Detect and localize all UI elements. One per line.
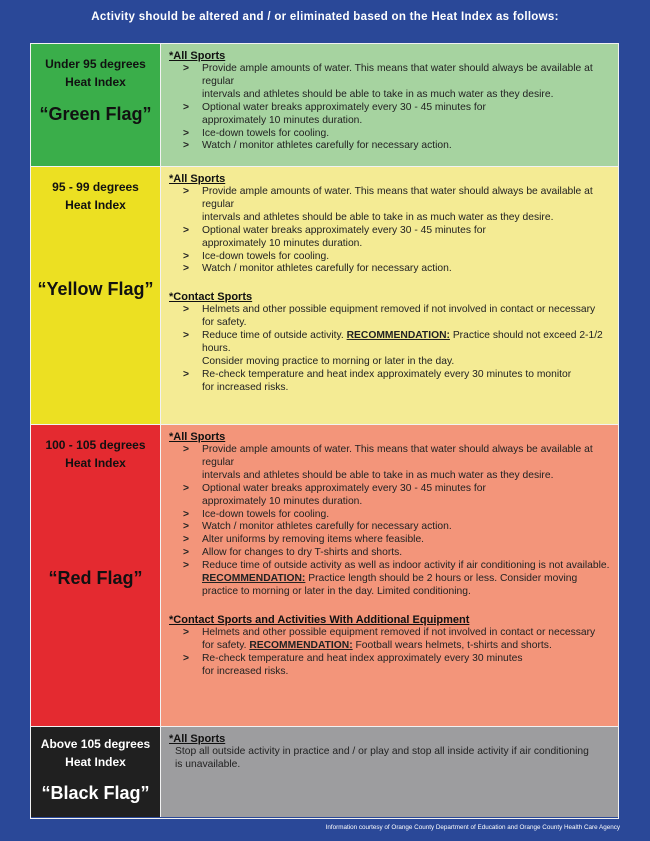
row-green-flag [31, 44, 618, 166]
section-title: *Contact Sports [169, 291, 253, 304]
red-flag-guidelines [161, 425, 618, 726]
footer-credit: Information courtesy of Orange County Department of Education and Orange County Health Care Agency [325, 824, 620, 831]
list-item: > Ice-down towels for cooling. [169, 128, 612, 141]
black-flag-guidelines [161, 727, 618, 817]
recommendation-label: RECOMMENDATION: [249, 639, 353, 651]
black-flag-text: Stop all outside activity in practice and / or play and stop all inside activity if air conditioning is unavailable. [175, 746, 589, 770]
section-title: *Contact Sports and Activities With Additional Equipment [169, 613, 470, 626]
yellow-flag-guidelines [161, 167, 618, 424]
recommendation-label: RECOMMENDATION: [346, 330, 450, 342]
section-title: *All Sports [169, 733, 226, 745]
green-flag-guidelines [161, 44, 618, 166]
degrees-line1: 100 - 105 degrees [45, 438, 146, 452]
list-item: > Optional water breaks approximately every 30 - 45 minutes for approximately 10 minutes duration. [169, 102, 612, 128]
bullet-list [169, 627, 612, 679]
degrees-line2: Heat Index [65, 198, 126, 212]
yellow-flag-cell [31, 167, 161, 424]
section-title: *All Sports [169, 50, 226, 62]
row-black-flag [31, 726, 618, 817]
list-item: > Helmets and other possible equipment removed if not involved in contact or necessary for safety. RECOMMENDATION: Football wears helmets, t-shirts and shorts. [169, 627, 612, 653]
degrees-line1: 95 - 99 degrees [52, 180, 139, 194]
list-item: > Helmets and other possible equipment removed if not involved in contact or necessary for safety. [169, 304, 612, 330]
list-item: > Re-check temperature and heat index approximately every 30 minutes to monitor for increased risks. [169, 369, 612, 395]
list-item: > Provide ample amounts of water. This means that water should always be available at regular intervals and athletes should be able to take in as much water as they desire. [169, 444, 612, 483]
flag-label: “Green Flag” [39, 104, 152, 124]
degrees-line1: Above 105 degrees [40, 737, 151, 751]
bullet-list [169, 63, 612, 153]
green-flag-cell [31, 44, 161, 166]
list-item: > Provide ample amounts of water. This means that water should always be available at regular intervals and athletes should be able to take in as much water as they desire. [169, 186, 612, 225]
section-title: *All Sports [169, 431, 226, 443]
list-item: > Ice-down towels for cooling. [169, 509, 612, 522]
list-item: > Re-check temperature and heat index approximately every 30 minutes for increased risks. [169, 653, 612, 679]
list-item: > Optional water breaks approximately every 30 - 45 minutes for approximately 10 minutes duration. [169, 483, 612, 509]
list-item: > Watch / monitor athletes carefully for necessary action. [169, 263, 612, 276]
page-header: Activity should be altered and / or eliminated based on the Heat Index as follows: [91, 11, 559, 23]
degrees-line2: Heat Index [65, 755, 126, 769]
list-item: > Optional water breaks approximately every 30 - 45 minutes for approximately 10 minutes duration. [169, 225, 612, 251]
list-item: > Watch / monitor athletes carefully for necessary action. [169, 521, 612, 534]
degrees-line1: Under 95 degrees [45, 57, 146, 71]
list-item: > Alter uniforms by removing items where feasible. [169, 534, 612, 547]
row-red-flag [31, 424, 618, 726]
degrees-line2: Heat Index [65, 75, 126, 89]
black-flag-cell [31, 727, 161, 817]
list-item: > Reduce time of outside activity. RECOMMENDATION: Practice should not exceed 2-1/2 hours. Consider moving practice to morning or later in the day. [169, 330, 612, 369]
red-flag-cell [31, 425, 161, 726]
flag-label: “Yellow Flag” [37, 279, 154, 299]
list-item: > Reduce time of outside activity as well as indoor activity if air conditioning is not available. RECOMMENDATION: Practice length should be 2 hours or less. Consider moving practice to morning or later in the day. Limited conditioning. [169, 560, 612, 599]
list-item: > Allow for changes to dry T-shirts and shorts. [169, 547, 612, 560]
list-item: > Ice-down towels for cooling. [169, 251, 612, 264]
flag-label: “Red Flag” [48, 568, 143, 588]
bullet-list [169, 304, 612, 394]
bullet-list [169, 444, 612, 599]
section-title: *All Sports [169, 173, 226, 185]
heat-index-table [30, 43, 619, 819]
bullet-list [169, 186, 612, 276]
degrees-line2: Heat Index [65, 456, 126, 470]
list-item: > Watch / monitor athletes carefully for necessary action. [169, 140, 612, 153]
row-yellow-flag [31, 166, 618, 424]
recommendation-label: RECOMMENDATION: [202, 573, 306, 585]
list-item: > Provide ample amounts of water. This means that water should always be available at regular intervals and athletes should be able to take in as much water as they desire. [169, 63, 612, 102]
flag-label: “Black Flag” [41, 783, 150, 803]
